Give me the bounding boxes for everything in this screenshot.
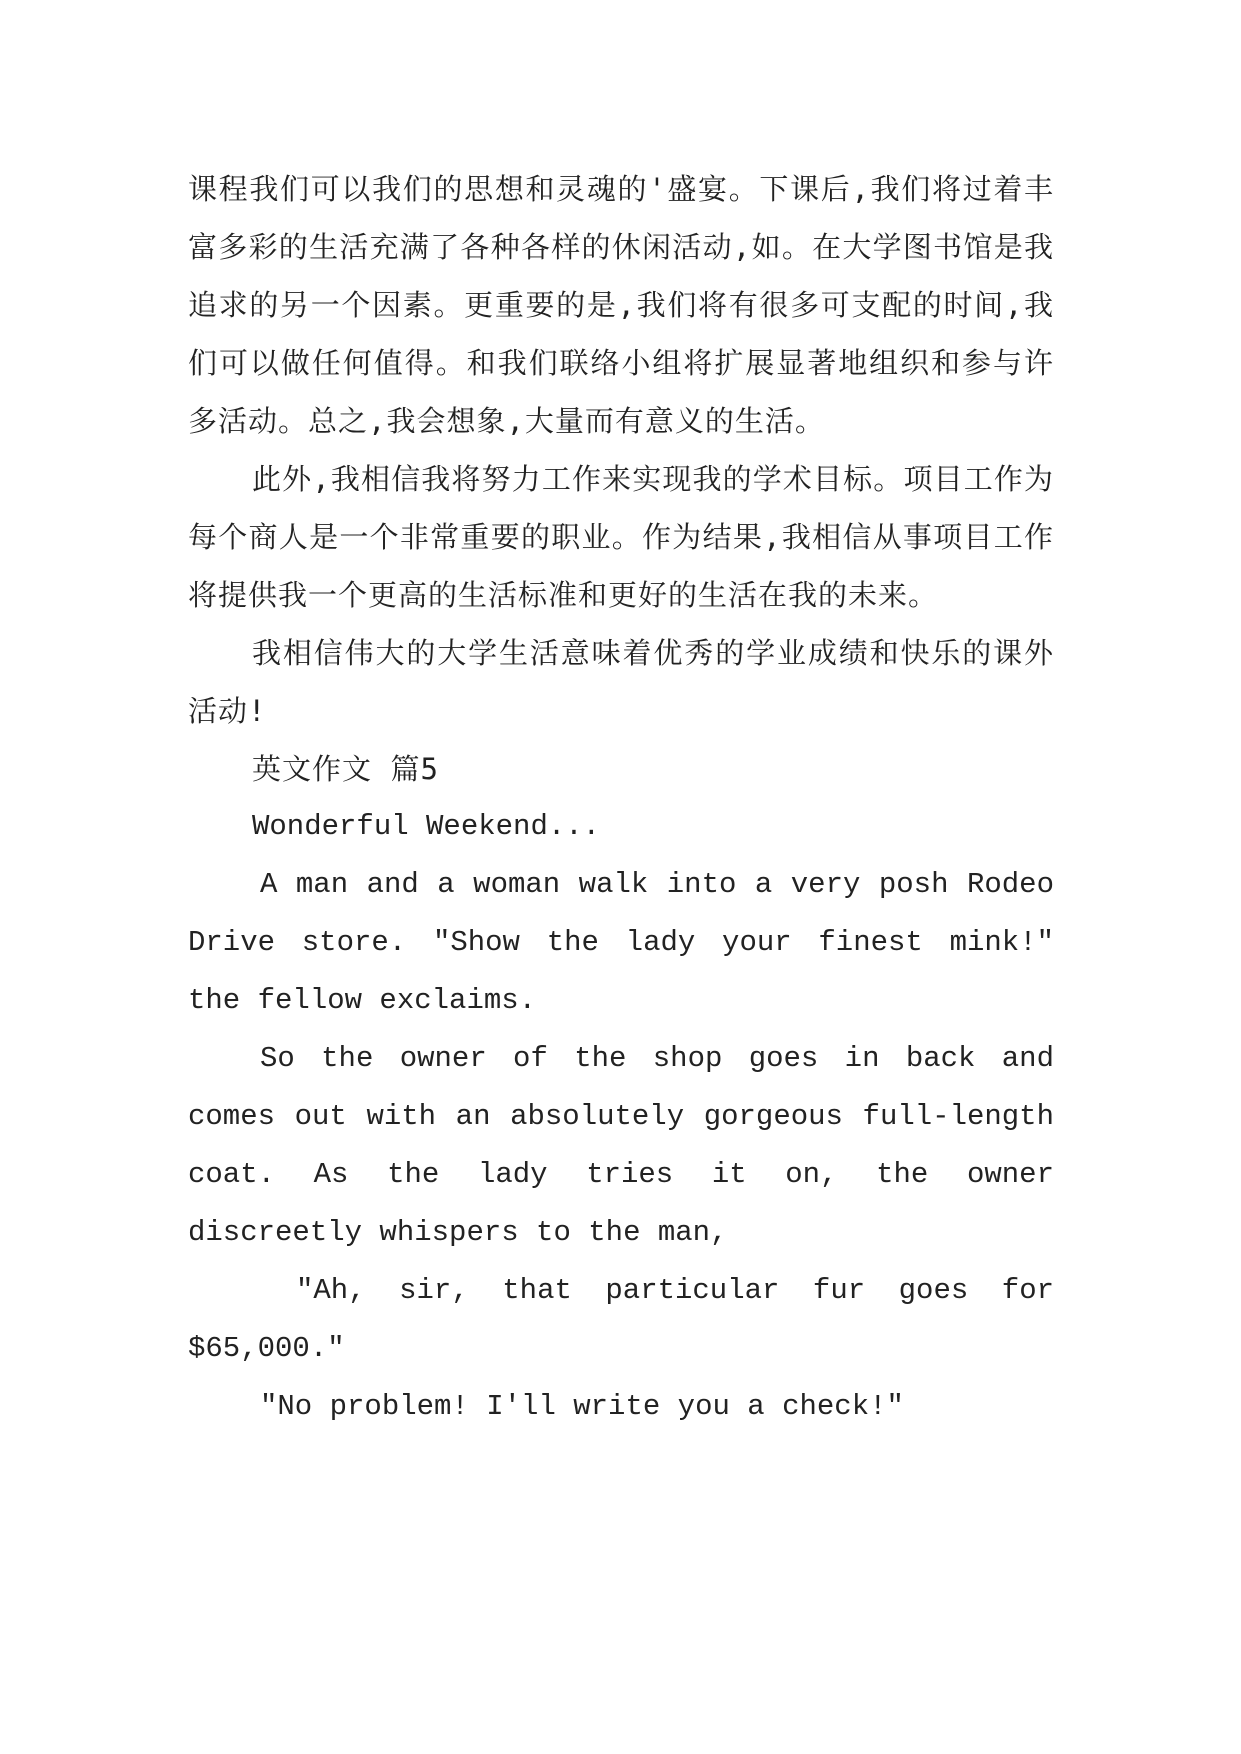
paragraph-conclusion: 我相信伟大的大学生活意味着优秀的学业成绩和快乐的课外活动! xyxy=(188,636,1054,728)
paragraph-academic-goals: 此外,我相信我将努力工作来实现我的学术目标。项目工作为每个商人是一个非常重要的职业。作为结果,我相信从事项目工作将提供我一个更高的生活标准和更好的生活在我的未来。 xyxy=(188,462,1054,612)
paragraph-story-owner: So the owner of the shop goes in back and comes out with an absolutely gorgeous full-length coat. As the lady tries it on, the owner discreetly whispers to the man, xyxy=(188,1042,1054,1249)
section-heading: 英文作文 篇5 xyxy=(252,752,439,786)
document-page xyxy=(188,160,1054,1436)
story-title: Wonderful Weekend... xyxy=(252,810,601,843)
paragraph-college-life: 课程我们可以我们的思想和灵魂的'盛宴。下课后,我们将过着丰富多彩的生活充满了各种各样的休闲活动,如。在大学图书馆是我追求的另一个因素。更重要的是,我们将有很多可支配的时间,我们可以做任何值得。和我们联络小组将扩展显著地组织和参与许多活动。总之,我会想象,大量而有意义的生活。 xyxy=(188,172,1054,438)
paragraph-story-check: "No problem! I'll write you a check!" xyxy=(260,1390,904,1423)
paragraph-story-price: "Ah, sir, that particular fur goes for $65,000." xyxy=(188,1274,1054,1365)
paragraph-story-intro: A man and a woman walk into a very posh Rodeo Drive store. "Show the lady your finest mink!" the fellow exclaims. xyxy=(188,868,1054,1017)
